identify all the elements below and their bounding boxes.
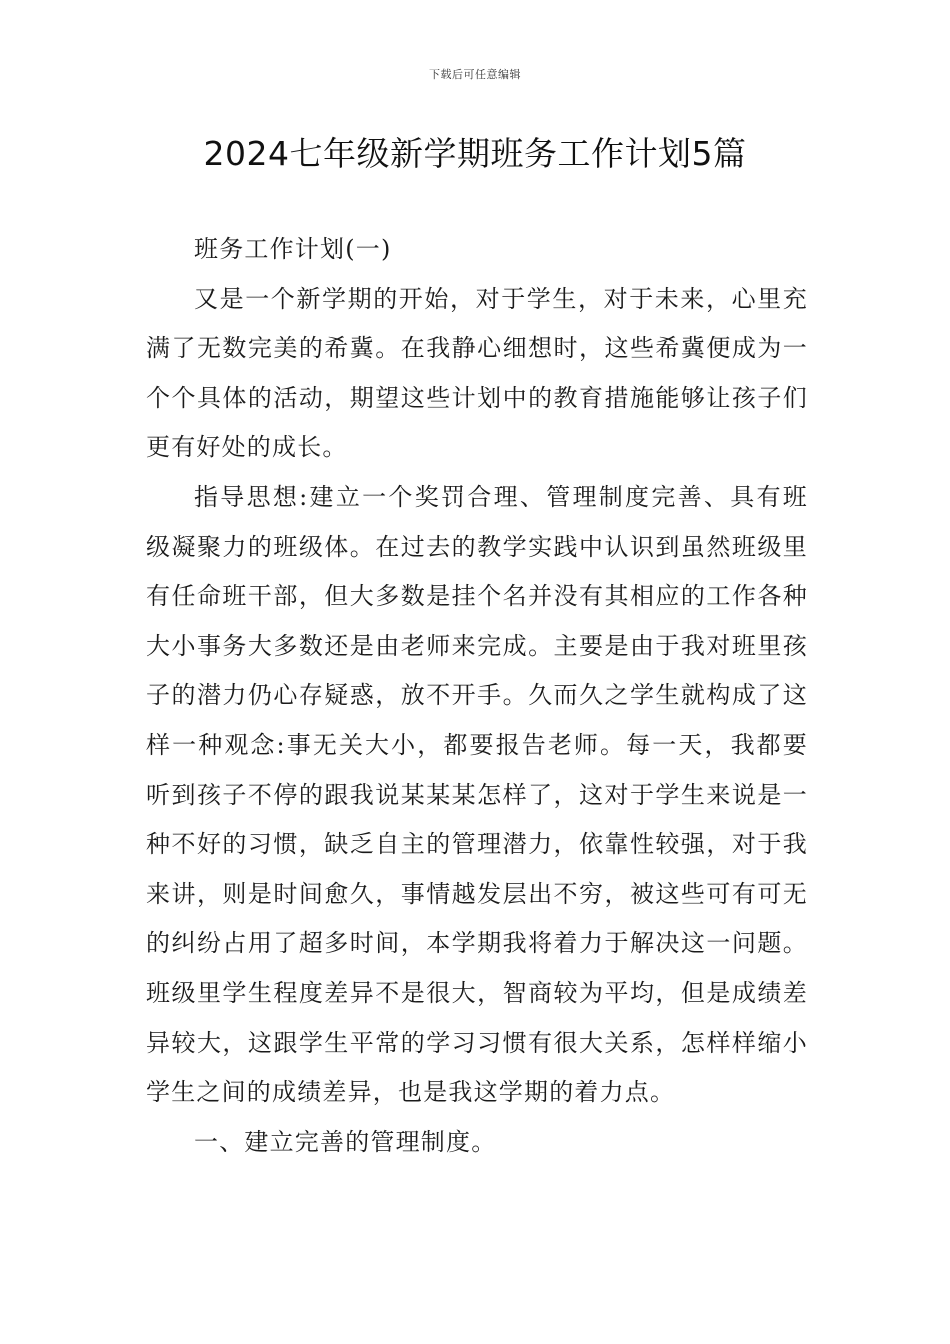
header-note: 下载后可任意编辑 (429, 68, 521, 81)
document-body (146, 225, 808, 1167)
document-title: 2024七年级新学期班务工作计划5篇 (203, 134, 747, 173)
section-heading: 班务工作计划(一) (194, 235, 392, 263)
paragraph: 指导思想:建立一个奖罚合理、管理制度完善、具有班级凝聚力的班级体。在过去的教学实践中认识到虽然班级里有任命班干部，但大多数是挂个名并没有其相应的工作各种大小事务大多数还是由老师来完成。主要是由于我对班里孩子的潜力仍心存疑惑，放不开手。久而久之学生就构成了这样一种观念:事无关大小，都要报告老师。每一天，我都要听到孩子不停的跟我说某某某怎样了，这对于学生来说是一种不好的习惯，缺乏自主的管理潜力，依靠性较强，对于我来讲，则是时间愈久，事情越发层出不穷，被这些可有可无的纠纷占用了超多时间，本学期我将着力于解决这一问题。班级里学生程度差异不是很大，智商较为平均，但是成绩差异较大，这跟学生平常的学习习惯有很大关系，怎样样缩小学生之间的成绩差异，也是我这学期的着力点。 (146, 482, 808, 1107)
subsection-heading: 一、建立完善的管理制度。 (194, 1127, 497, 1156)
paragraph: 又是一个新学期的开始，对于学生，对于未来，心里充满了无数完美的希冀。在我静心细想时，这些希冀便成为一个个具体的活动，期望这些计划中的教育措施能够让孩子们更有好处的成长。 (146, 284, 808, 462)
